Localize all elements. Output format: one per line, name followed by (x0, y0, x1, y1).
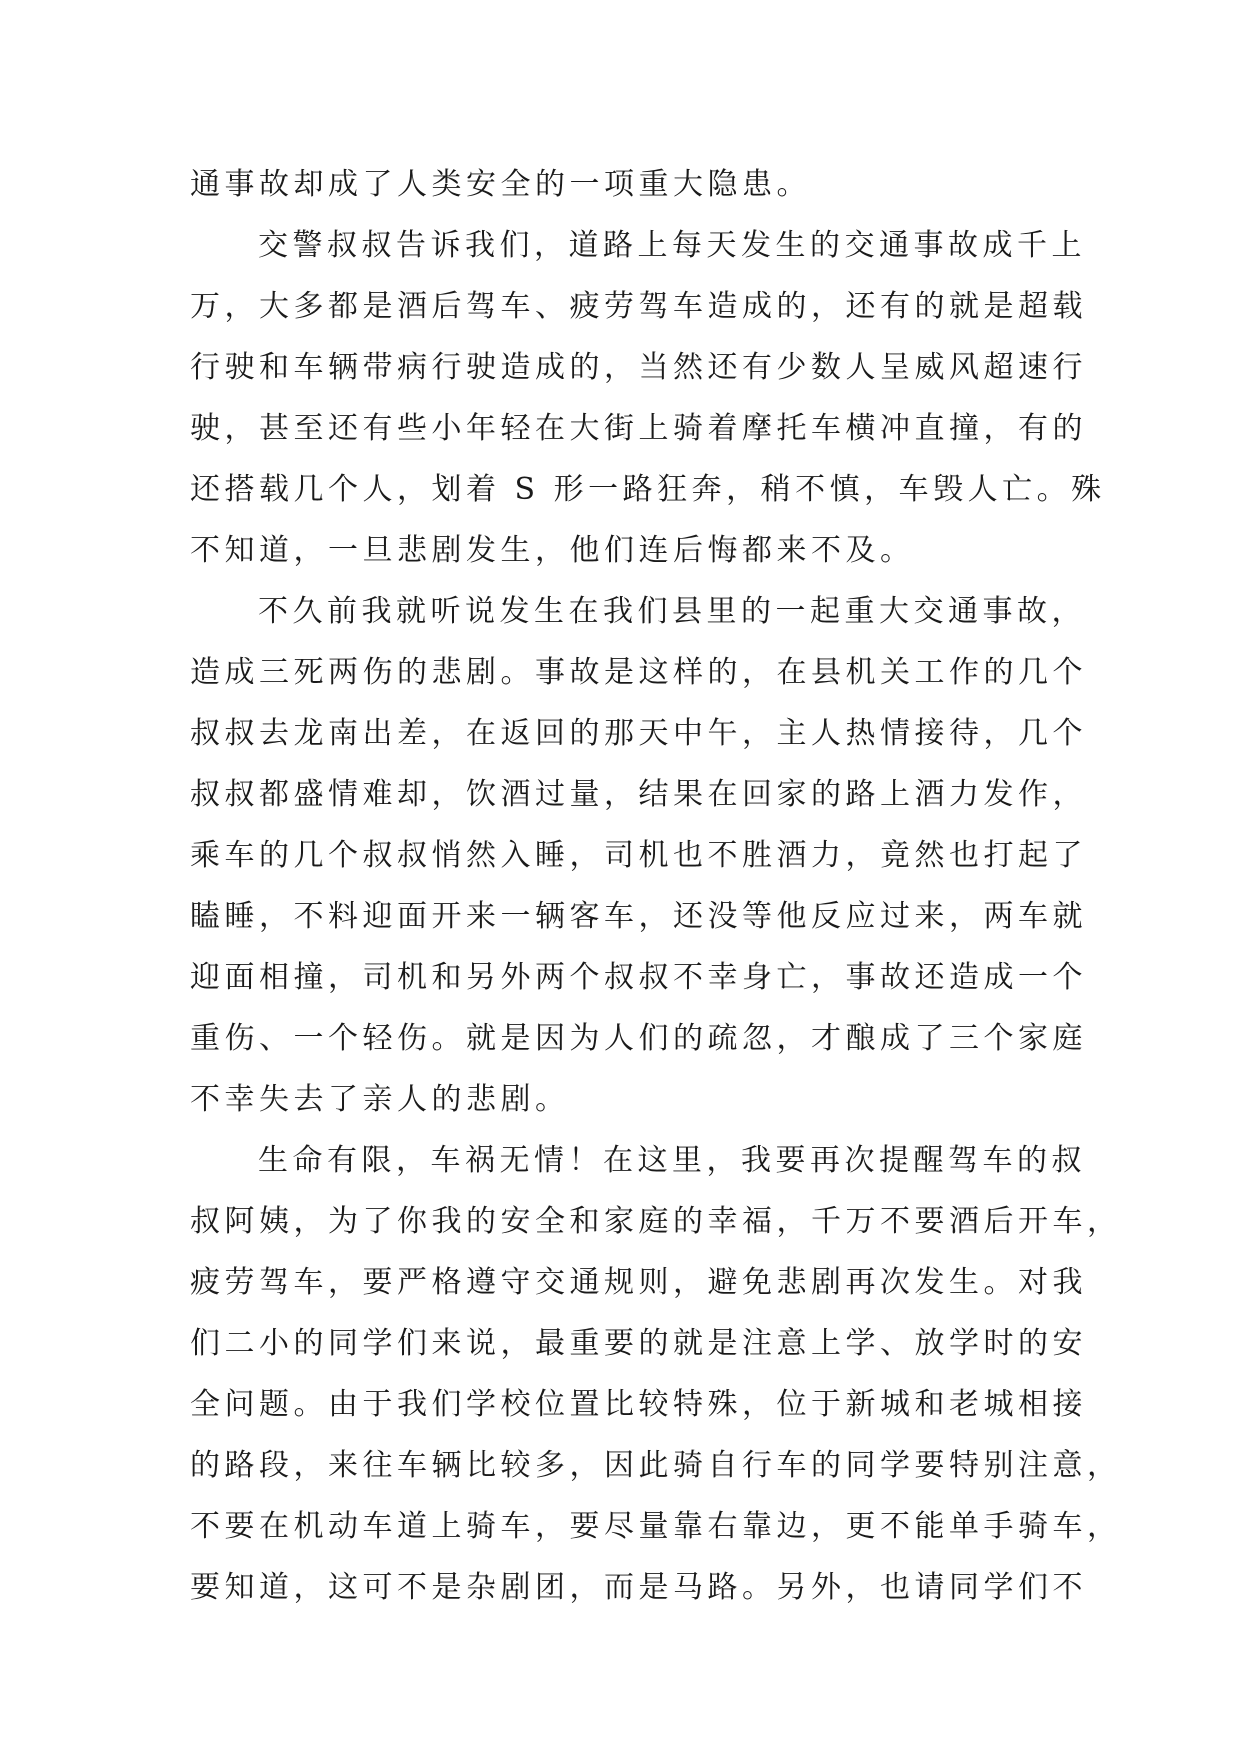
text-line: 的路段，来往车辆比较多，因此骑自行车的同学要特别注意， (190, 1448, 1122, 1483)
text-line: 全问题。由于我们学校位置比较特殊，位于新城和老城相接 (190, 1387, 1087, 1422)
text-line: 万，大多都是酒后驾车、疲劳驾车造成的，还有的就是超载 (190, 289, 1087, 324)
text-line: 通事故却成了人类安全的一项重大隐患。 (190, 167, 811, 202)
text-line: 重伤、一个轻伤。就是因为人们的疏忽，才酿成了三个家庭 (190, 1021, 1087, 1056)
text-line: 要知道，这可不是杂剧团，而是马路。另外，也请同学们不 (190, 1570, 1087, 1605)
text-line: 不要在机动车道上骑车，要尽量靠右靠边，更不能单手骑车， (190, 1509, 1122, 1544)
text-line: 不幸失去了亲人的悲剧。 (190, 1082, 570, 1117)
text-line: 疲劳驾车，要严格遵守交通规则，避免悲剧再次发生。对我 (190, 1265, 1087, 1300)
text-line: 行驶和车辆带病行驶造成的，当然还有少数人呈威风超速行 (190, 350, 1087, 385)
body-text (190, 154, 1122, 1618)
text-line: 生命有限，车祸无情！在这里，我要再次提醒驾车的叔 (258, 1143, 1086, 1178)
text-line: 们二小的同学们来说，最重要的就是注意上学、放学时的安 (190, 1326, 1087, 1361)
text-line: 不久前我就听说发生在我们县里的一起重大交通事故， (258, 594, 1086, 629)
text-line: 乘车的几个叔叔悄然入睡，司机也不胜酒力，竟然也打起了 (190, 838, 1087, 873)
text-line: 造成三死两伤的悲剧。事故是这样的，在县机关工作的几个 (190, 655, 1087, 690)
text-line: 驶，甚至还有些小年轻在大街上骑着摩托车横冲直撞，有的 (190, 411, 1087, 446)
text-line: 还搭载几个人，划着 S 形一路狂奔，稍不慎，车毁人亡。殊 (190, 472, 1106, 507)
text-line: 叔叔都盛情难却，饮酒过量，结果在回家的路上酒力发作， (190, 777, 1087, 812)
text-line: 迎面相撞，司机和另外两个叔叔不幸身亡，事故还造成一个 (190, 960, 1087, 995)
text-line: 交警叔叔告诉我们，道路上每天发生的交通事故成千上 (258, 228, 1086, 263)
text-line: 叔阿姨，为了你我的安全和家庭的幸福，千万不要酒后开车， (190, 1204, 1122, 1239)
text-line: 瞌睡，不料迎面开来一辆客车，还没等他反应过来，两车就 (190, 899, 1087, 934)
text-line: 叔叔去龙南出差，在返回的那天中午，主人热情接待，几个 (190, 716, 1087, 751)
text-line: 不知道，一旦悲剧发生，他们连后悔都来不及。 (190, 533, 915, 568)
